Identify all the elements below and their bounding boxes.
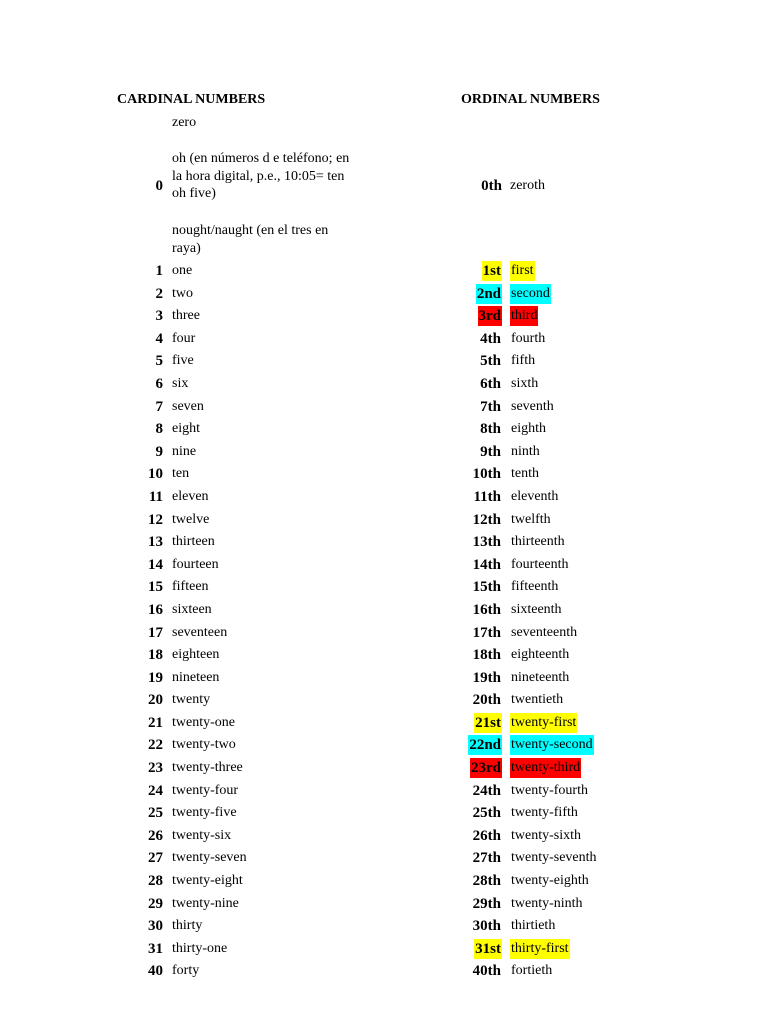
table-row: [0, 803, 768, 826]
cardinal-number: 9: [155, 443, 163, 460]
table-row: [0, 329, 768, 352]
numbers-table: [0, 261, 768, 984]
cardinal-word: twenty-six: [172, 827, 232, 843]
ordinal-word: fortieth: [511, 963, 553, 979]
cardinal-number: 26: [148, 827, 163, 844]
cardinal-number: 15: [148, 579, 163, 596]
ordinal-number-0th: 0th: [481, 178, 502, 194]
ordinal-word: sixth: [511, 375, 539, 391]
table-row: [0, 419, 768, 442]
cardinal-word: eleven: [172, 488, 209, 504]
ordinal-number: 16th: [472, 601, 501, 618]
ordinal-word: fourth: [511, 330, 546, 346]
table-row: [0, 306, 768, 329]
ordinal-numbers-heading: ORDINAL NUMBERS: [461, 92, 600, 107]
table-row: [0, 374, 768, 397]
cardinal-word-zero: zero: [172, 115, 197, 130]
ordinal-word: twenty-seventh: [511, 850, 597, 866]
cardinal-word: twenty-four: [172, 782, 239, 798]
cardinal-number: 11: [148, 488, 163, 505]
cardinal-number: 8: [155, 421, 163, 438]
table-row: [0, 758, 768, 781]
ordinal-word: twelfth: [511, 511, 551, 527]
table-row: [0, 510, 768, 533]
cardinal-word: nine: [172, 443, 197, 459]
ordinal-number: 12th: [472, 511, 501, 528]
ordinal-word: twenty-eighth: [511, 873, 589, 889]
cardinal-number: 18: [148, 647, 163, 664]
cardinal-number: 13: [148, 534, 163, 551]
ordinal-number: 1st: [482, 263, 501, 279]
ordinal-number: 20th: [472, 692, 501, 709]
cardinal-number: 40: [148, 963, 163, 980]
ordinal-word: second: [510, 284, 551, 304]
ordinal-word: twenty-fifth: [511, 805, 578, 821]
table-row: [0, 668, 768, 691]
zero-row: [0, 114, 768, 259]
cardinal-number: 29: [148, 895, 163, 912]
cardinal-word: one: [172, 263, 193, 278]
cardinal-word-nought: nought/naught (en el tres en raya): [172, 223, 329, 256]
cardinal-number: 17: [148, 624, 163, 641]
cardinal-number: 23: [148, 760, 163, 777]
ordinal-number: 14th: [472, 556, 501, 573]
cardinal-word: sixteen: [172, 601, 212, 617]
cardinal-word: twenty-nine: [172, 895, 239, 911]
ordinal-number: 22nd: [469, 737, 501, 754]
ordinal-number: 28th: [472, 873, 501, 890]
cardinal-number: 25: [148, 805, 163, 822]
ordinal-number: 15th: [472, 579, 501, 596]
ordinal-word: eleventh: [511, 488, 559, 504]
cardinal-word: thirty-one: [172, 940, 228, 956]
cardinal-number: 19: [148, 669, 163, 686]
table-row: [0, 464, 768, 487]
ordinal-number: 8th: [480, 421, 501, 438]
cardinal-number: 27: [148, 850, 163, 867]
ordinal-number: 31st: [475, 940, 501, 957]
ordinal-number: 26th: [472, 827, 501, 844]
ordinal-word: seventh: [511, 398, 554, 414]
cardinal-word: twenty-two: [172, 737, 236, 753]
ordinal-number: 24th: [472, 782, 501, 799]
cardinal-word: twenty-five: [172, 805, 237, 821]
table-row: [0, 690, 768, 713]
ordinal-number: 27th: [472, 850, 501, 867]
cardinal-word: twenty-three: [172, 760, 243, 776]
ordinal-word: twentieth: [511, 692, 564, 708]
cardinal-number: 3: [155, 308, 163, 325]
cardinal-number: 10: [148, 466, 163, 483]
table-row: [0, 284, 768, 307]
table-row: [0, 645, 768, 668]
cardinal-number: 4: [155, 330, 163, 347]
ordinal-number: 2nd: [476, 285, 501, 302]
ordinal-number: 5th: [480, 353, 501, 370]
ordinal-number: 29th: [472, 895, 501, 912]
cardinal-word: ten: [172, 466, 190, 482]
cardinal-word: twelve: [172, 511, 210, 527]
table-row: [0, 555, 768, 578]
cardinal-word: eight: [172, 421, 200, 437]
table-row: [0, 487, 768, 510]
ordinal-number: 40th: [472, 963, 501, 980]
ordinal-word: third: [510, 306, 538, 326]
ordinal-word: twenty-sixth: [511, 827, 581, 843]
ordinal-word: eighth: [511, 421, 546, 437]
ordinal-word: twenty-ninth: [511, 895, 583, 911]
ordinal-word: seventeenth: [511, 624, 578, 640]
table-row: [0, 781, 768, 804]
cardinal-number: 14: [148, 556, 163, 573]
table-row: [0, 623, 768, 646]
table-row: [0, 894, 768, 917]
ordinal-number: 6th: [480, 375, 501, 392]
ordinal-word: nineteenth: [511, 669, 570, 685]
cardinal-word: four: [172, 330, 196, 346]
cardinal-number: 22: [148, 737, 163, 754]
ordinal-word: twenty-third: [510, 758, 581, 778]
ordinal-word: thirteenth: [511, 534, 565, 550]
cardinal-word: eighteen: [172, 647, 220, 663]
cardinal-word: thirty: [172, 918, 203, 934]
cardinal-number-0: 0: [155, 178, 163, 194]
table-row: [0, 735, 768, 758]
ordinal-word: sixteenth: [511, 601, 562, 617]
cardinal-word: two: [172, 285, 193, 301]
ordinal-number: 7th: [480, 398, 501, 415]
ordinal-word: first: [510, 261, 535, 281]
cardinal-word: twenty-eight: [172, 873, 243, 889]
table-row: [0, 261, 768, 284]
ordinal-word: fifth: [511, 353, 536, 369]
cardinal-number: 16: [148, 601, 163, 618]
cardinal-number: 21: [148, 714, 163, 731]
cardinal-word: seven: [172, 398, 204, 414]
cardinal-number: 5: [155, 353, 163, 370]
cardinal-number: 6: [155, 375, 163, 392]
ordinal-number: 19th: [472, 669, 501, 686]
ordinal-number: 4th: [480, 330, 501, 347]
cardinal-word: twenty: [172, 692, 211, 708]
cardinal-word: twenty-one: [172, 714, 235, 730]
table-row: [0, 939, 768, 962]
ordinal-number: 9th: [480, 443, 501, 460]
ordinal-number: 17th: [472, 624, 501, 641]
ordinal-word-zeroth: zeroth: [510, 178, 545, 193]
ordinal-word: tenth: [511, 466, 539, 482]
cardinal-number: 30: [148, 918, 163, 935]
cardinal-number: 20: [148, 692, 163, 709]
ordinal-number: 18th: [472, 647, 501, 664]
ordinal-word: eighteenth: [511, 647, 570, 663]
cardinal-word-oh: oh (en números d e teléfono; en la hora digital, p.e., 10:05= ten oh five): [172, 151, 350, 201]
table-row: [0, 848, 768, 871]
ordinal-number: 23rd: [471, 760, 501, 777]
ordinal-number: 3rd: [478, 308, 501, 325]
ordinal-word: fourteenth: [511, 556, 569, 572]
ordinal-word: thirty-first: [510, 939, 570, 959]
ordinal-number: 10th: [472, 466, 501, 483]
ordinal-word: twenty-first: [510, 713, 577, 733]
ordinal-word: twenty-second: [510, 735, 594, 755]
ordinal-number: 11th: [473, 488, 501, 505]
table-row: [0, 600, 768, 623]
cardinal-number: 7: [155, 398, 163, 415]
table-row: [0, 871, 768, 894]
cardinal-number: 24: [148, 782, 163, 799]
table-row: [0, 916, 768, 939]
table-row: [0, 351, 768, 374]
cardinal-numbers-heading: CARDINAL NUMBERS: [117, 92, 266, 107]
cardinal-number: 12: [148, 511, 163, 528]
cardinal-word: three: [172, 308, 200, 324]
table-row: [0, 397, 768, 420]
table-row: [0, 577, 768, 600]
ordinal-word: ninth: [511, 443, 540, 459]
ordinal-number: 25th: [472, 805, 501, 822]
cardinal-word: twenty-seven: [172, 850, 247, 866]
cardinal-word: fourteen: [172, 556, 219, 572]
cardinal-number: 31: [148, 940, 163, 957]
cardinal-number: 2: [155, 285, 163, 302]
cardinal-word: nineteen: [172, 669, 220, 685]
table-row: [0, 826, 768, 849]
cardinal-word: seventeen: [172, 624, 228, 640]
ordinal-number: 21st: [475, 714, 501, 731]
cardinal-word: fifteen: [172, 579, 209, 595]
cardinal-number: 1: [155, 263, 163, 279]
table-row: [0, 961, 768, 984]
ordinal-number: 30th: [472, 918, 501, 935]
cardinal-word: forty: [172, 963, 200, 979]
ordinal-word: thirtieth: [511, 918, 556, 934]
ordinal-word: twenty-fourth: [511, 782, 588, 798]
cardinal-word: six: [172, 375, 189, 391]
table-row: [0, 532, 768, 555]
ordinal-word: fifteenth: [511, 579, 559, 595]
ordinal-number: 13th: [472, 534, 501, 551]
cardinal-number: 28: [148, 873, 163, 890]
table-row: [0, 442, 768, 465]
cardinal-word: five: [172, 353, 194, 369]
cardinal-word: thirteen: [172, 534, 215, 550]
table-row: [0, 713, 768, 736]
